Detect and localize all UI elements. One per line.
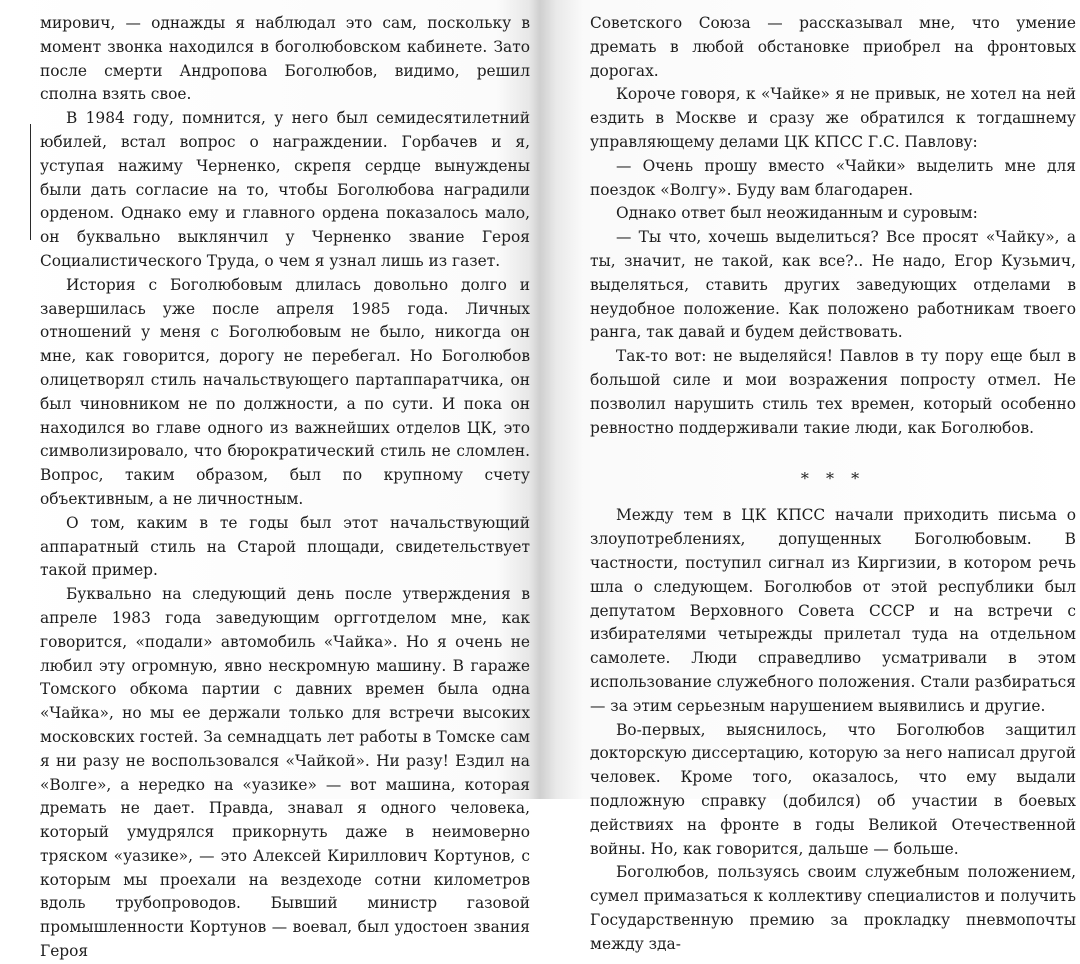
paragraph: История с Боголюбовым длилась довольно долго и завершилась уже после апреля 1985 года. Личных отношений у меня с Боголюбовым не было, никогда он мне, как говорится, дорогу не перебегал. Но Боголюбов олицетворял стиль начальствующего партаппаратчика, он был чиновником не по должности, а по сути. И пока он находился во главе одного из важнейших отделов ЦК, это символизировало, что бюрократический стиль не сломлен. Вопрос, таким образом, был по крупному счету объективным, а не личностным. [40,275,530,508]
paragraph: — Ты что, хочешь выделиться? Все просят «Чайку», а ты, значит, не такой, как все?.. Не надо, Егор Кузьмич, выделяться, ставить других заведующих отделами в неудобное положение. Как положено работникам твоего ранга, так давай и будем действовать. [590,228,1076,342]
paragraph: — Очень прошу вместо «Чайки» выделить мне для поездок «Волгу». Буду вам благодарен. [590,156,1076,199]
paragraph: мирович, — однажды я наблюдал это сам, поскольку в момент звонка находился в боголюбовском кабинете. Зато после смерти Андропова Боголюбов, видимо, решил сполна взять свое. [40,14,530,104]
paragraph: О том, каким в те годы был этот начальствующий аппаратный стиль на Старой площади, свидетельствует такой пример. [40,513,530,580]
left-page [0,0,536,961]
section-separator: * * * [800,469,866,489]
paragraph: Между тем в ЦК КПСС начали приходить письма о злоупотреблениях, допущенных Боголюбовым. В частности, поступил сигнал из Киргизии, в котором речь шла о следующем. Боголюбов от этой республики был депутатом Верховного Совета СССР и на встречи с избирателями четырежды прилетал туда на отдельном самолете. Люди справедливо усматривали в этом использование служебного положения. Стали разбираться — за этим серьезным нарушением выявились и другие. [590,506,1076,715]
paragraph: Во-первых, выяснилось, что Боголюбов защитил докторскую диссертацию, которую за него написал другой человек. Кроме того, оказалось, что ему выдали подложную справку (добился) об участии в боевых действиях на фронте в годы Великой Отечественной войны. Но, как говорится, дальше — больше. [590,720,1076,858]
right-page [548,0,1080,953]
paragraph: Боголюбов, пользуясь своим служебным положением, сумел примазаться к коллективу специалистов и получить Государственную премию за прокладку пневмопочты между зда- [590,863,1076,953]
paragraph: Советского Союза — рассказывал мне, что умение дремать в любой обстановке приобрел на фронтовых дорогах. [590,14,1076,80]
paragraph: Однако ответ был неожиданным и суровым: [616,204,978,223]
paragraph: Короче говоря, к «Чайке» я не привык, не хотел на ней ездить в Москве и сразу же обратился к тогдашнему управляющему делами ЦК КПСС Г.С. Павлову: [590,85,1076,151]
margin-bracket-mark [30,124,31,240]
paragraph: В 1984 году, помнится, у него был семидесятилетний юбилей, встал вопрос о награждении. Горбачев и я, уступая нажиму Черненко, скрепя сердце вынуждены были дать согласие на то, чтобы Боголюбова наградили орденом. Однако ему и главного ордена показалось мало, он буквально выклянчил у Черненко звание Героя Социалистического Труда, о чем я узнал лишь из газет. [40,109,530,270]
paragraph: Так-то вот: не выделяйся! Павлов в ту пору еще был в большой силе и мои возражения попросту отмел. Не позволил нарушить стиль тех времен, который особенно ревностно поддерживали такие люди, как Боголюбов. [590,347,1076,437]
paragraph: Буквально на следующий день после утверждения в апреле 1983 года заведующим оргготделом мне, как говорится, «подали» автомобиль «Чайка». Но я очень не любил эту огромную, явно нескромную машину. В гараже Томского обкома партии с давних времен была одна «Чайка», но мы ее держали только для встречи высоких московских гостей. За семнадцать лет работы в Томске сам я ни разу не воспользовался «Чайкой». Ни разу! Ездил на «Волге», а нередко на «уазике» — вот машина, которая дремать не дает. Правда, знавал я одного человека, который умудрялся прикорнуть даже в неимоверно тряском «уазике», — это Алексей Кириллович Кортунов, с которым мы проехали на вездеходе сотни километров вдоль трубопроводов. Бывший министр газовой промышленности Кортунов — воевал, был удостоен звания Героя [40,585,530,961]
